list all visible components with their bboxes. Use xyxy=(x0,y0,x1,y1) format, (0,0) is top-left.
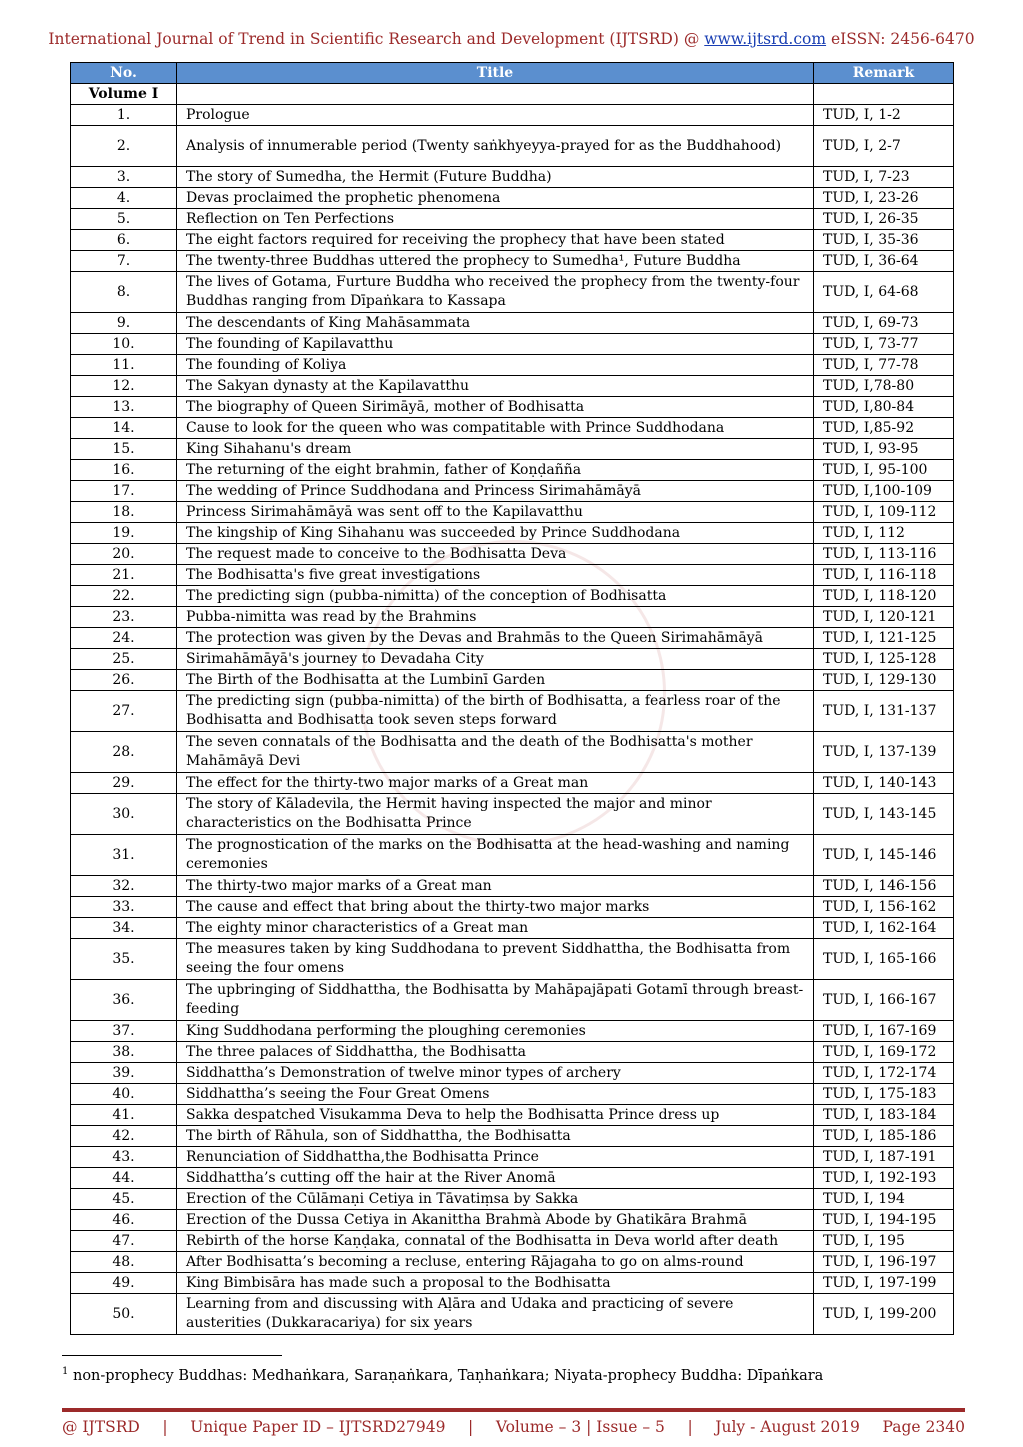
row-remark: TUD, I,100-109 xyxy=(814,481,954,502)
row-title: The protection was given by the Devas and Brahmās to the Queen Sirimahāmāyā xyxy=(177,628,814,649)
footnote-text: non-prophecy Buddhas: Medhaṅkara, Saraṇaṅkara, Taṇhaṅkara; Niyata-prophecy Buddha: Dīpaṅkara xyxy=(68,1367,824,1384)
row-title: Pubba-nimitta was read by the Brahmins xyxy=(177,607,814,628)
column-header-no: No. xyxy=(71,63,177,84)
row-number: 38. xyxy=(71,1042,177,1063)
row-remark: TUD, I, 69-73 xyxy=(814,313,954,334)
row-number: 15. xyxy=(71,439,177,460)
row-number: 6. xyxy=(71,230,177,251)
row-remark: TUD, I, 121-125 xyxy=(814,628,954,649)
table-row xyxy=(71,1126,954,1147)
row-remark: TUD, I, 166-167 xyxy=(814,980,954,1021)
row-remark: TUD, I, 167-169 xyxy=(814,1021,954,1042)
row-remark: TUD, I, 77-78 xyxy=(814,355,954,376)
row-remark: TUD, I, 192-193 xyxy=(814,1168,954,1189)
row-remark: TUD, I, 194 xyxy=(814,1189,954,1210)
row-remark: TUD, I, 162-164 xyxy=(814,918,954,939)
table-row xyxy=(71,1021,954,1042)
row-title: The request made to conceive to the Bodhisatta Deva xyxy=(177,544,814,565)
row-title: Learning from and discussing with Aḷāra and Udaka and practicing of severe austerities (Dukkaracariya) for six years xyxy=(177,1294,814,1335)
row-remark: TUD, I, 64-68 xyxy=(814,272,954,313)
row-number: 49. xyxy=(71,1273,177,1294)
row-number: 30. xyxy=(71,794,177,835)
row-remark: TUD, I,78-80 xyxy=(814,376,954,397)
row-number: 46. xyxy=(71,1210,177,1231)
row-title: Princess Sirimahāmāyā was sent off to the Kapilavatthu xyxy=(177,502,814,523)
row-number: 47. xyxy=(71,1231,177,1252)
row-title: The birth of Rāhula, son of Siddhattha, the Bodhisatta xyxy=(177,1126,814,1147)
row-title: The twenty-three Buddhas uttered the prophecy to Sumedha¹, Future Buddha xyxy=(177,251,814,272)
row-number: 5. xyxy=(71,209,177,230)
row-number: 29. xyxy=(71,773,177,794)
row-remark: TUD, I, 195 xyxy=(814,1231,954,1252)
table-row xyxy=(71,1210,954,1231)
row-remark: TUD, I, 116-118 xyxy=(814,565,954,586)
row-number: 20. xyxy=(71,544,177,565)
row-remark: TUD, I, 194-195 xyxy=(814,1210,954,1231)
table-row xyxy=(71,607,954,628)
footer-separator: | xyxy=(468,1418,474,1436)
row-title: The thirty-two major marks of a Great man xyxy=(177,876,814,897)
row-remark: TUD, I, 118-120 xyxy=(814,586,954,607)
table-row xyxy=(71,167,954,188)
footer-separator: | xyxy=(687,1418,693,1436)
table-row xyxy=(71,334,954,355)
row-title: Erection of the Dussa Cetiya in Akanittha Brahmà Abode by Ghatikāra Brahmā xyxy=(177,1210,814,1231)
row-title: The wedding of Prince Suddhodana and Princess Sirimahāmāyā xyxy=(177,481,814,502)
row-title: The eight factors required for receiving the prophecy that have been stated xyxy=(177,230,814,251)
row-remark: TUD, I, 93-95 xyxy=(814,439,954,460)
row-number: 1. xyxy=(71,105,177,126)
table-row xyxy=(71,773,954,794)
row-title: The Birth of the Bodhisatta at the Lumbinī Garden xyxy=(177,670,814,691)
row-title: Analysis of innumerable period (Twenty saṅkhyeyya-prayed for as the Buddhahood) xyxy=(177,126,814,167)
table-row xyxy=(71,876,954,897)
row-title: The descendants of King Mahāsammata xyxy=(177,313,814,334)
row-title: The three palaces of Siddhattha, the Bodhisatta xyxy=(177,1042,814,1063)
table-row xyxy=(71,980,954,1021)
row-number: 44. xyxy=(71,1168,177,1189)
row-number: 7. xyxy=(71,251,177,272)
row-number: 45. xyxy=(71,1189,177,1210)
row-title: Siddhattha’s Demonstration of twelve minor types of archery xyxy=(177,1063,814,1084)
row-title: The predicting sign (pubba-nimitta) of the birth of Bodhisatta, a fearless roar of the Bodhisatta and Bodhisatta took seven steps forward xyxy=(177,691,814,732)
table-row xyxy=(71,628,954,649)
row-number: 22. xyxy=(71,586,177,607)
row-number: 39. xyxy=(71,1063,177,1084)
row-title: King Bimbisāra has made such a proposal to the Bodhisatta xyxy=(177,1273,814,1294)
row-number: 4. xyxy=(71,188,177,209)
footer-date: July - August 2019 xyxy=(715,1418,860,1436)
table-row xyxy=(71,649,954,670)
table-row xyxy=(71,313,954,334)
volume-row xyxy=(71,84,954,105)
row-remark: TUD, I, 73-77 xyxy=(814,334,954,355)
table-row xyxy=(71,251,954,272)
row-title: The prognostication of the marks on the Bodhisatta at the head-washing and naming ceremonies xyxy=(177,835,814,876)
row-number: 36. xyxy=(71,980,177,1021)
row-number: 12. xyxy=(71,376,177,397)
row-title: The lives of Gotama, Furture Buddha who received the prophecy from the twenty-four Buddhas ranging from Dīpaṅkara to Kassapa xyxy=(177,272,814,313)
row-number: 13. xyxy=(71,397,177,418)
footer-page: Page 2340 xyxy=(882,1418,965,1436)
row-title: Sakka despatched Visukamma Deva to help the Bodhisatta Prince dress up xyxy=(177,1105,814,1126)
footnote-rule xyxy=(62,1355,282,1356)
table-row xyxy=(71,732,954,773)
row-title: The Bodhisatta's five great investigations xyxy=(177,565,814,586)
table-row xyxy=(71,544,954,565)
table-row xyxy=(71,691,954,732)
table-row xyxy=(71,397,954,418)
row-remark: TUD, I, 199-200 xyxy=(814,1294,954,1335)
row-title: The story of Sumedha, the Hermit (Future Buddha) xyxy=(177,167,814,188)
row-remark: TUD, I, 35-36 xyxy=(814,230,954,251)
table-row xyxy=(71,1189,954,1210)
table-row xyxy=(71,670,954,691)
row-number: 17. xyxy=(71,481,177,502)
row-remark: TUD, I, 23-26 xyxy=(814,188,954,209)
row-title: The upbringing of Siddhattha, the Bodhisatta by Mahāpajāpati Gotamī through breast-feeding xyxy=(177,980,814,1021)
row-title: Renunciation of Siddhattha,the Bodhisatta Prince xyxy=(177,1147,814,1168)
row-title: The kingship of King Sihahanu was succeeded by Prince Suddhodana xyxy=(177,523,814,544)
row-title: The measures taken by king Suddhodana to prevent Siddhattha, the Bodhisatta from seeing the four omens xyxy=(177,939,814,980)
row-remark: TUD, I, 197-199 xyxy=(814,1273,954,1294)
table-row xyxy=(71,230,954,251)
row-number: 9. xyxy=(71,313,177,334)
footnote-marker: 1 xyxy=(62,1366,69,1377)
row-title: The founding of Kapilavatthu xyxy=(177,334,814,355)
row-remark: TUD, I, 125-128 xyxy=(814,649,954,670)
row-remark: TUD, I, 109-112 xyxy=(814,502,954,523)
row-number: 19. xyxy=(71,523,177,544)
row-number: 27. xyxy=(71,691,177,732)
row-number: 33. xyxy=(71,897,177,918)
row-number: 10. xyxy=(71,334,177,355)
row-remark: TUD, I, 143-145 xyxy=(814,794,954,835)
contents-table xyxy=(70,62,954,1335)
row-title: Erection of the Cūlāmaṇi Cetiya in Tāvatiṃsa by Sakka xyxy=(177,1189,814,1210)
row-remark: TUD, I,85-92 xyxy=(814,418,954,439)
issn: eISSN: 2456-6470 xyxy=(826,30,975,48)
row-title: Siddhattha’s cutting off the hair at the River Anomā xyxy=(177,1168,814,1189)
row-number: 3. xyxy=(71,167,177,188)
table-row xyxy=(71,1252,954,1273)
table-row xyxy=(71,1042,954,1063)
journal-name: International Journal of Trend in Scientific Research and Development (IJTSRD) @ xyxy=(48,30,705,48)
row-number: 32. xyxy=(71,876,177,897)
row-remark: TUD, I, 95-100 xyxy=(814,460,954,481)
row-remark: TUD, I, 2-7 xyxy=(814,126,954,167)
row-number: 42. xyxy=(71,1126,177,1147)
row-remark: TUD, I, 145-146 xyxy=(814,835,954,876)
volume-empty-cell xyxy=(177,84,814,105)
row-title: Cause to look for the queen who was compatitable with Prince Suddhodana xyxy=(177,418,814,439)
table-row xyxy=(71,1063,954,1084)
row-remark: TUD, I, 175-183 xyxy=(814,1084,954,1105)
row-number: 16. xyxy=(71,460,177,481)
row-remark: TUD, I, 169-172 xyxy=(814,1042,954,1063)
row-title: The returning of the eight brahmin, father of Koṇḍañña xyxy=(177,460,814,481)
table-row xyxy=(71,1168,954,1189)
row-title: The effect for the thirty-two major marks of a Great man xyxy=(177,773,814,794)
row-remark: TUD, I, 36-64 xyxy=(814,251,954,272)
table-row xyxy=(71,1294,954,1335)
row-remark: TUD, I, 137-139 xyxy=(814,732,954,773)
row-remark: TUD, I, 165-166 xyxy=(814,939,954,980)
row-title: The story of Kāladevila, the Hermit having inspected the major and minor characteristics on the Bodhisatta Prince xyxy=(177,794,814,835)
row-remark: TUD, I, 113-116 xyxy=(814,544,954,565)
table-row xyxy=(71,481,954,502)
table-row xyxy=(71,376,954,397)
row-number: 2. xyxy=(71,126,177,167)
row-number: 23. xyxy=(71,607,177,628)
footer-journal: @ IJTSRD xyxy=(62,1418,140,1436)
row-remark: TUD, I, 112 xyxy=(814,523,954,544)
footer-separator: | xyxy=(162,1418,168,1436)
row-number: 25. xyxy=(71,649,177,670)
row-number: 24. xyxy=(71,628,177,649)
row-remark: TUD, I, 120-121 xyxy=(814,607,954,628)
journal-header xyxy=(0,30,1023,48)
table-row xyxy=(71,418,954,439)
row-number: 14. xyxy=(71,418,177,439)
column-header-remark: Remark xyxy=(814,63,954,84)
volume-label: Volume I xyxy=(71,84,177,105)
row-remark: TUD, I, 7-23 xyxy=(814,167,954,188)
row-title: Devas proclaimed the prophetic phenomena xyxy=(177,188,814,209)
row-remark: TUD, I, 183-184 xyxy=(814,1105,954,1126)
row-title: The Sakyan dynasty at the Kapilavatthu xyxy=(177,376,814,397)
row-remark: TUD, I, 156-162 xyxy=(814,897,954,918)
row-title: The predicting sign (pubba-nimitta) of the conception of Bodhisatta xyxy=(177,586,814,607)
table-row xyxy=(71,794,954,835)
table-row xyxy=(71,355,954,376)
row-number: 31. xyxy=(71,835,177,876)
row-number: 28. xyxy=(71,732,177,773)
table-row xyxy=(71,1147,954,1168)
row-remark: TUD, I, 129-130 xyxy=(814,670,954,691)
table-header-row xyxy=(71,63,954,84)
table-row xyxy=(71,1231,954,1252)
volume-empty-cell xyxy=(814,84,954,105)
table-row xyxy=(71,565,954,586)
row-number: 48. xyxy=(71,1252,177,1273)
footnote xyxy=(62,1366,823,1384)
footer-rule xyxy=(62,1408,965,1412)
table-row xyxy=(71,105,954,126)
table-row xyxy=(71,126,954,167)
table-row xyxy=(71,1105,954,1126)
row-number: 11. xyxy=(71,355,177,376)
table-row xyxy=(71,209,954,230)
row-remark: TUD, I, 187-191 xyxy=(814,1147,954,1168)
row-remark: TUD, I, 146-156 xyxy=(814,876,954,897)
table-row xyxy=(71,939,954,980)
row-title: The seven connatals of the Bodhisatta and the death of the Bodhisatta's mother Mahāmāyā Devi xyxy=(177,732,814,773)
row-number: 37. xyxy=(71,1021,177,1042)
table-row xyxy=(71,1084,954,1105)
row-remark: TUD, I,80-84 xyxy=(814,397,954,418)
row-title: The cause and effect that bring about the thirty-two major marks xyxy=(177,897,814,918)
table-row xyxy=(71,586,954,607)
row-number: 34. xyxy=(71,918,177,939)
row-title: Rebirth of the horse Kaṇḍaka, connatal of the Bodhisatta in Deva world after death xyxy=(177,1231,814,1252)
row-number: 35. xyxy=(71,939,177,980)
row-remark: TUD, I, 196-197 xyxy=(814,1252,954,1273)
row-number: 26. xyxy=(71,670,177,691)
row-remark: TUD, I, 140-143 xyxy=(814,773,954,794)
table-row xyxy=(71,897,954,918)
row-number: 43. xyxy=(71,1147,177,1168)
table-row xyxy=(71,502,954,523)
row-title: The eighty minor characteristics of a Great man xyxy=(177,918,814,939)
table-row xyxy=(71,460,954,481)
table-row xyxy=(71,523,954,544)
website-link[interactable]: www.ijtsrd.com xyxy=(704,30,827,48)
table-row xyxy=(71,439,954,460)
table-row xyxy=(71,918,954,939)
row-title: Siddhattha’s seeing the Four Great Omens xyxy=(177,1084,814,1105)
row-remark: TUD, I, 185-186 xyxy=(814,1126,954,1147)
row-title: King Suddhodana performing the ploughing ceremonies xyxy=(177,1021,814,1042)
table-row xyxy=(71,835,954,876)
row-title: King Sihahanu's dream xyxy=(177,439,814,460)
row-number: 41. xyxy=(71,1105,177,1126)
table-row xyxy=(71,1273,954,1294)
row-number: 40. xyxy=(71,1084,177,1105)
footer-paper-id: Unique Paper ID – IJTSRD27949 xyxy=(190,1418,446,1436)
row-number: 18. xyxy=(71,502,177,523)
row-remark: TUD, I, 172-174 xyxy=(814,1063,954,1084)
row-title: Reflection on Ten Perfections xyxy=(177,209,814,230)
row-number: 21. xyxy=(71,565,177,586)
row-title: Prologue xyxy=(177,105,814,126)
page-footer xyxy=(62,1418,965,1436)
row-number: 50. xyxy=(71,1294,177,1335)
row-title: Sirimahāmāyā's journey to Devadaha City xyxy=(177,649,814,670)
footer-volume: Volume – 3 | Issue – 5 xyxy=(495,1418,665,1436)
row-title: After Bodhisatta’s becoming a recluse, entering Rājagaha to go on alms-round xyxy=(177,1252,814,1273)
table-row xyxy=(71,272,954,313)
column-header-title: Title xyxy=(177,63,814,84)
table-row xyxy=(71,188,954,209)
row-title: The founding of Koliya xyxy=(177,355,814,376)
row-remark: TUD, I, 131-137 xyxy=(814,691,954,732)
row-title: The biography of Queen Sirimāyā, mother of Bodhisatta xyxy=(177,397,814,418)
row-remark: TUD, I, 26-35 xyxy=(814,209,954,230)
row-number: 8. xyxy=(71,272,177,313)
row-remark: TUD, I, 1-2 xyxy=(814,105,954,126)
